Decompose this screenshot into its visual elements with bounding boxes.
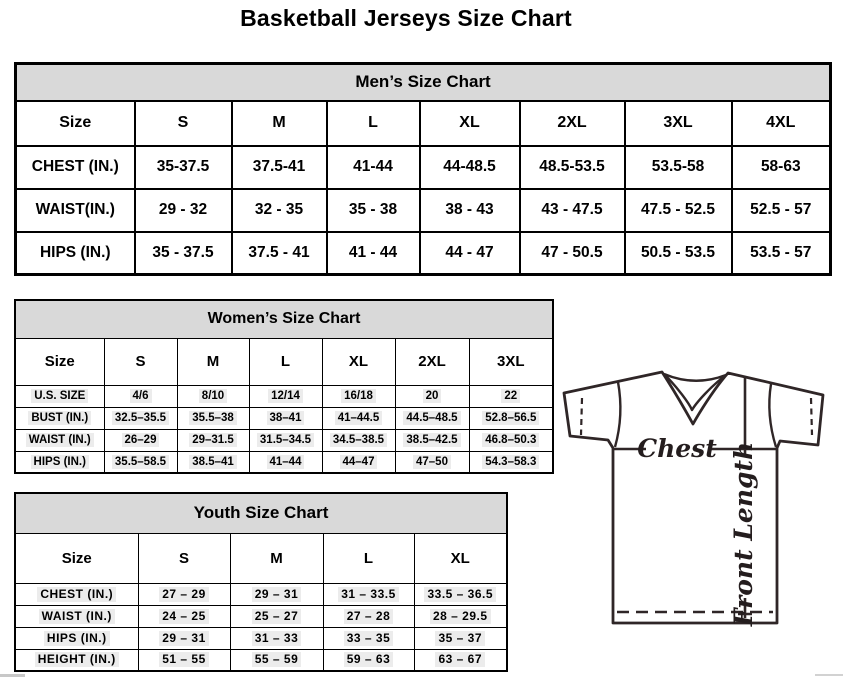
cell: 32.5–35.5 (104, 407, 177, 429)
cell: 59 – 63 (323, 649, 414, 671)
cell: 41-44 (327, 146, 420, 189)
cell: 52.8–56.5 (469, 407, 553, 429)
cell: 38.5–42.5 (395, 429, 469, 451)
right-armhole-seam (769, 384, 776, 447)
scrollbar-fragment-right[interactable] (815, 674, 843, 676)
cell: 47–50 (395, 451, 469, 473)
column-header: L (249, 338, 322, 385)
column-header: XL (414, 533, 507, 583)
cell: 29 - 32 (135, 189, 232, 232)
table-row-waist (15, 605, 507, 627)
column-header: S (104, 338, 177, 385)
left-armhole-seam (615, 382, 620, 447)
cell: 20 (395, 385, 469, 407)
row-label: HEIGHT (IN.) (15, 649, 138, 671)
cell: 4/6 (104, 385, 177, 407)
cell: 35 - 38 (327, 189, 420, 232)
column-header: 2XL (520, 101, 625, 146)
cell: 47.5 - 52.5 (625, 189, 732, 232)
cell: 16/18 (322, 385, 395, 407)
cell: 52.5 - 57 (732, 189, 831, 232)
cell: 54.3–58.3 (469, 451, 553, 473)
cell: 55 – 59 (230, 649, 323, 671)
column-header: L (323, 533, 414, 583)
youth-size-header-row (15, 533, 507, 583)
cell: 29 – 31 (230, 583, 323, 605)
cell: 26–29 (104, 429, 177, 451)
table-row-us-size (15, 385, 553, 407)
cell: 44–47 (322, 451, 395, 473)
column-header: XL (420, 101, 520, 146)
womens-size-table (14, 299, 554, 474)
column-header-size: Size (16, 101, 135, 146)
row-label: WAIST(IN.) (16, 189, 135, 232)
table-row-chest (16, 146, 831, 189)
column-header: S (138, 533, 230, 583)
column-header: M (232, 101, 327, 146)
youth-table-header (15, 493, 507, 533)
left-sleeve-stitch (581, 398, 582, 435)
cell: 51 – 55 (138, 649, 230, 671)
cell: 44-48.5 (420, 146, 520, 189)
cell: 47 - 50.5 (520, 232, 625, 275)
front-length-label: Front Length (729, 441, 758, 627)
column-header: XL (322, 338, 395, 385)
cell: 37.5-41 (232, 146, 327, 189)
mens-size-table (14, 62, 832, 276)
cell: 29 – 31 (138, 627, 230, 649)
cell: 35.5–38 (177, 407, 249, 429)
cell: 43 - 47.5 (520, 189, 625, 232)
cell: 48.5-53.5 (520, 146, 625, 189)
table-row-hips (15, 627, 507, 649)
column-header: M (230, 533, 323, 583)
column-header: L (327, 101, 420, 146)
row-label: CHEST (IN.) (15, 583, 138, 605)
cell: 63 – 67 (414, 649, 507, 671)
column-header: 4XL (732, 101, 831, 146)
cell: 27 – 28 (323, 605, 414, 627)
cell: 35 – 37 (414, 627, 507, 649)
cell: 44 - 47 (420, 232, 520, 275)
cell: 12/14 (249, 385, 322, 407)
column-header: 2XL (395, 338, 469, 385)
column-header-size: Size (15, 533, 138, 583)
collar-back-arc (664, 374, 726, 381)
table-row-hips (15, 451, 553, 473)
cell: 46.8–50.3 (469, 429, 553, 451)
cell: 33 – 35 (323, 627, 414, 649)
youth-table-title: Youth Size Chart (15, 493, 507, 533)
cell: 35 - 37.5 (135, 232, 232, 275)
cell: 22 (469, 385, 553, 407)
cell: 50.5 - 53.5 (625, 232, 732, 275)
row-label: HIPS (IN.) (15, 451, 104, 473)
jersey-measurement-diagram (555, 360, 837, 635)
row-label: WAIST (IN.) (15, 429, 104, 451)
mens-table-title: Men’s Size Chart (16, 64, 831, 101)
cell: 53.5-58 (625, 146, 732, 189)
cell: 33.5 – 36.5 (414, 583, 507, 605)
cell: 44.5–48.5 (395, 407, 469, 429)
column-header: S (135, 101, 232, 146)
cell: 58-63 (732, 146, 831, 189)
womens-size-header-row (15, 338, 553, 385)
cell: 53.5 - 57 (732, 232, 831, 275)
youth-size-table (14, 492, 508, 672)
page-title: Basketball Jerseys Size Chart (240, 5, 572, 31)
womens-table-title: Women’s Size Chart (15, 300, 553, 338)
row-label: U.S. SIZE (15, 385, 104, 407)
cell: 37.5 - 41 (232, 232, 327, 275)
cell: 24 – 25 (138, 605, 230, 627)
cell: 34.5–38.5 (322, 429, 395, 451)
cell: 35-37.5 (135, 146, 232, 189)
table-row-waist (16, 189, 831, 232)
row-label: HIPS (IN.) (15, 627, 138, 649)
cell: 41–44.5 (322, 407, 395, 429)
row-label: CHEST (IN.) (16, 146, 135, 189)
cell: 31 – 33 (230, 627, 323, 649)
mens-size-header-row (16, 101, 831, 146)
column-header-size: Size (15, 338, 104, 385)
column-header: M (177, 338, 249, 385)
cell: 25 – 27 (230, 605, 323, 627)
right-sleeve-stitch (811, 398, 812, 435)
table-row-bust (15, 407, 553, 429)
chest-label: Chest (637, 434, 717, 463)
cell: 41–44 (249, 451, 322, 473)
cell: 29–31.5 (177, 429, 249, 451)
row-label: BUST (IN.) (15, 407, 104, 429)
cell: 31 – 33.5 (323, 583, 414, 605)
cell: 28 – 29.5 (414, 605, 507, 627)
row-label: WAIST (IN.) (15, 605, 138, 627)
mens-table-header (16, 64, 831, 101)
cell: 8/10 (177, 385, 249, 407)
cell: 35.5–58.5 (104, 451, 177, 473)
womens-table-header (15, 300, 553, 338)
cell: 38 - 43 (420, 189, 520, 232)
column-header: 3XL (469, 338, 553, 385)
cell: 41 - 44 (327, 232, 420, 275)
table-row-waist (15, 429, 553, 451)
cell: 38.5–41 (177, 451, 249, 473)
cell: 38–41 (249, 407, 322, 429)
table-row-chest (15, 583, 507, 605)
table-row-hips (16, 232, 831, 275)
row-label: HIPS (IN.) (16, 232, 135, 275)
scrollbar-fragment-left[interactable] (0, 674, 25, 677)
cell: 32 - 35 (232, 189, 327, 232)
column-header: 3XL (625, 101, 732, 146)
table-row-height (15, 649, 507, 671)
cell: 31.5–34.5 (249, 429, 322, 451)
cell: 27 – 29 (138, 583, 230, 605)
